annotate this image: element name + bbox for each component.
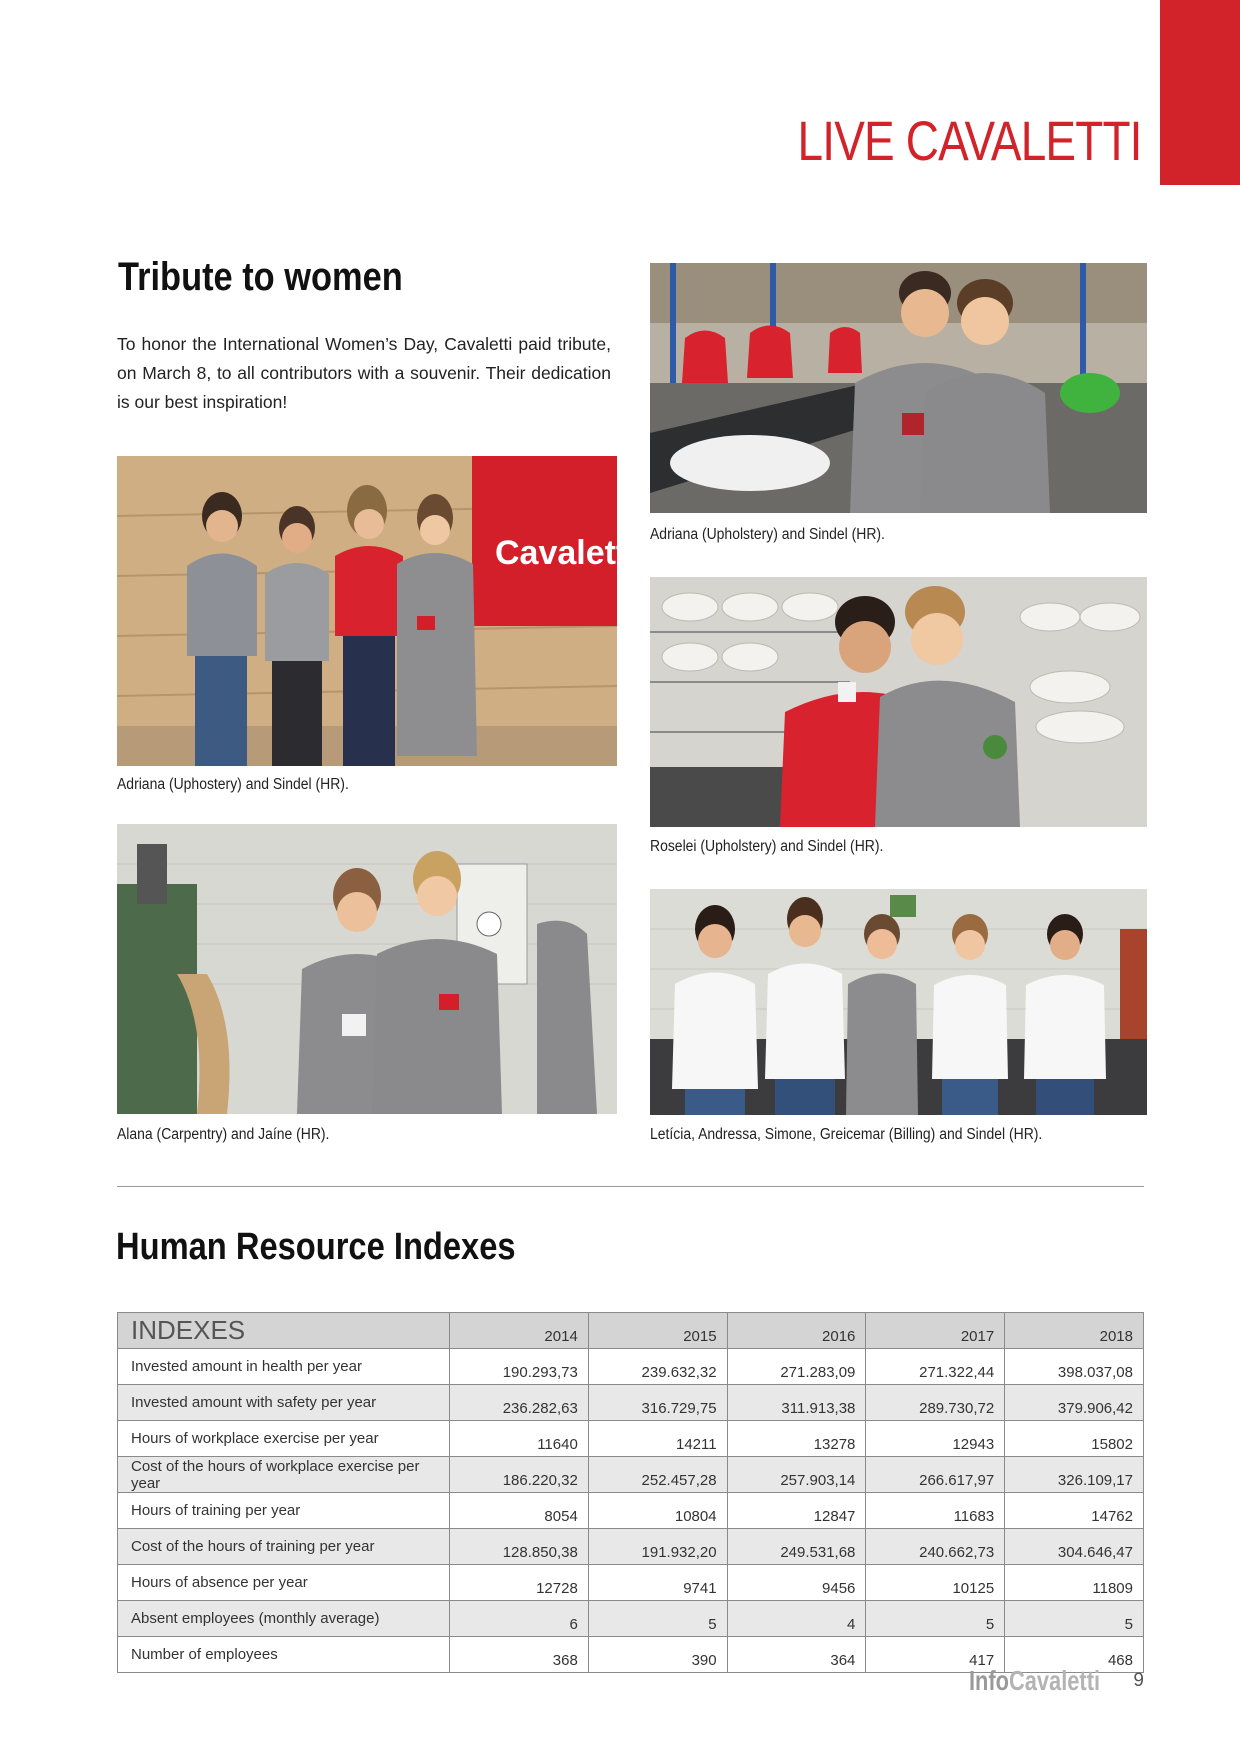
photo-caption: Adriana (Upholstery) and Sindel (HR).: [650, 526, 885, 543]
red-corner-tab: [1160, 0, 1240, 185]
cell-value: 14762: [1005, 1493, 1144, 1529]
row-label: Invested amount with safety per year: [118, 1385, 450, 1421]
cell-value: 252.457,28: [588, 1457, 727, 1493]
cell-value: 13278: [727, 1421, 866, 1457]
cell-value: 249.531,68: [727, 1529, 866, 1565]
cell-value: 368: [450, 1637, 589, 1673]
table-row: [118, 1421, 1144, 1457]
cell-value: 271.322,44: [866, 1349, 1005, 1385]
cell-value: 10125: [866, 1565, 1005, 1601]
table-row: [118, 1349, 1144, 1385]
page-number: 9: [1133, 1670, 1144, 1691]
cell-value: 239.632,32: [588, 1349, 727, 1385]
tribute-heading: Tribute to women: [118, 255, 403, 299]
row-label: Invested amount in health per year: [118, 1349, 450, 1385]
row-label: Number of employees: [118, 1637, 450, 1673]
section-divider: [117, 1186, 1144, 1187]
table-row: [118, 1385, 1144, 1421]
cell-value: 191.932,20: [588, 1529, 727, 1565]
cell-value: 9741: [588, 1565, 727, 1601]
row-label: Hours of absence per year: [118, 1565, 450, 1601]
photo-caption: Adriana (Uphostery) and Sindel (HR).: [117, 776, 349, 793]
cell-value: 271.283,09: [727, 1349, 866, 1385]
hr-indexes-table: [117, 1312, 1144, 1673]
year-header: 2016: [727, 1313, 866, 1349]
cell-value: 6: [450, 1601, 589, 1637]
table-header-row: [118, 1313, 1144, 1349]
row-label: Absent employees (monthly average): [118, 1601, 450, 1637]
row-label: Hours of workplace exercise per year: [118, 1421, 450, 1457]
cell-value: 266.617,97: [866, 1457, 1005, 1493]
cell-value: 5: [866, 1601, 1005, 1637]
cell-value: 257.903,14: [727, 1457, 866, 1493]
hr-heading: Human Resource Indexes: [116, 1226, 516, 1268]
cell-value: 15802: [1005, 1421, 1144, 1457]
footer-brand-part2: Cavaletti: [1008, 1665, 1100, 1696]
cell-value: 316.729,75: [588, 1385, 727, 1421]
cell-value: 11809: [1005, 1565, 1144, 1601]
cell-value: 5: [1005, 1601, 1144, 1637]
cell-value: 12847: [727, 1493, 866, 1529]
section-title: LIVE CAVALETTI: [797, 109, 1142, 172]
row-label: Cost of the hours of workplace exercise per year: [118, 1457, 450, 1493]
cell-value: 326.109,17: [1005, 1457, 1144, 1493]
photo-four-women: [117, 456, 637, 766]
year-header: 2017: [866, 1313, 1005, 1349]
photo-billing-team: [650, 889, 1147, 1115]
photo-caption: Alana (Carpentry) and Jaíne (HR).: [117, 1126, 330, 1143]
cell-value: 5: [588, 1601, 727, 1637]
cell-value: 128.850,38: [450, 1529, 589, 1565]
cell-value: 236.282,63: [450, 1385, 589, 1421]
cell-value: 12728: [450, 1565, 589, 1601]
cell-value: 10804: [588, 1493, 727, 1529]
photo-carpentry: [117, 824, 617, 1114]
cell-value: 468: [1005, 1637, 1144, 1673]
table-row: [118, 1565, 1144, 1601]
cell-value: 4: [727, 1601, 866, 1637]
cell-value: 364: [727, 1637, 866, 1673]
cell-value: 311.913,38: [727, 1385, 866, 1421]
photo-caption: Roselei (Upholstery) and Sindel (HR).: [650, 838, 884, 855]
photo-upholstery-factory: [650, 263, 1147, 513]
cell-value: 417: [866, 1637, 1005, 1673]
cell-value: 398.037,08: [1005, 1349, 1144, 1385]
row-label: Cost of the hours of training per year: [118, 1529, 450, 1565]
cell-value: 186.220,32: [450, 1457, 589, 1493]
photo-upholstery-shelving: [650, 577, 1147, 827]
footer-brand-logo: [969, 1665, 1100, 1697]
photo-caption: Letícia, Andressa, Simone, Greicemar (Billing) and Sindel (HR).: [650, 1126, 1043, 1143]
row-label: Hours of training per year: [118, 1493, 450, 1529]
table-header-indexes: INDEXES: [118, 1313, 450, 1349]
cell-value: 11683: [866, 1493, 1005, 1529]
table-row: [118, 1601, 1144, 1637]
cell-value: 390: [588, 1637, 727, 1673]
cell-value: 240.662,73: [866, 1529, 1005, 1565]
table-row: [118, 1493, 1144, 1529]
year-header: 2015: [588, 1313, 727, 1349]
cavaletti-sign-text: Cavaletti: [495, 534, 637, 572]
table-row: [118, 1457, 1144, 1493]
tribute-intro-text: To honor the International Women’s Day, Cavaletti paid tribute, on March 8, to all contributors with a souvenir. Their dedication is our best inspiration!: [117, 334, 611, 412]
year-header: 2018: [1005, 1313, 1144, 1349]
table-row: [118, 1529, 1144, 1565]
year-header: 2014: [450, 1313, 589, 1349]
cell-value: 304.646,47: [1005, 1529, 1144, 1565]
cell-value: 190.293,73: [450, 1349, 589, 1385]
cell-value: 289.730,72: [866, 1385, 1005, 1421]
cell-value: 8054: [450, 1493, 589, 1529]
cell-value: 9456: [727, 1565, 866, 1601]
cell-value: 11640: [450, 1421, 589, 1457]
cell-value: 14211: [588, 1421, 727, 1457]
cell-value: 379.906,42: [1005, 1385, 1144, 1421]
footer-brand-part1: Info: [968, 1665, 1009, 1696]
cell-value: 12943: [866, 1421, 1005, 1457]
